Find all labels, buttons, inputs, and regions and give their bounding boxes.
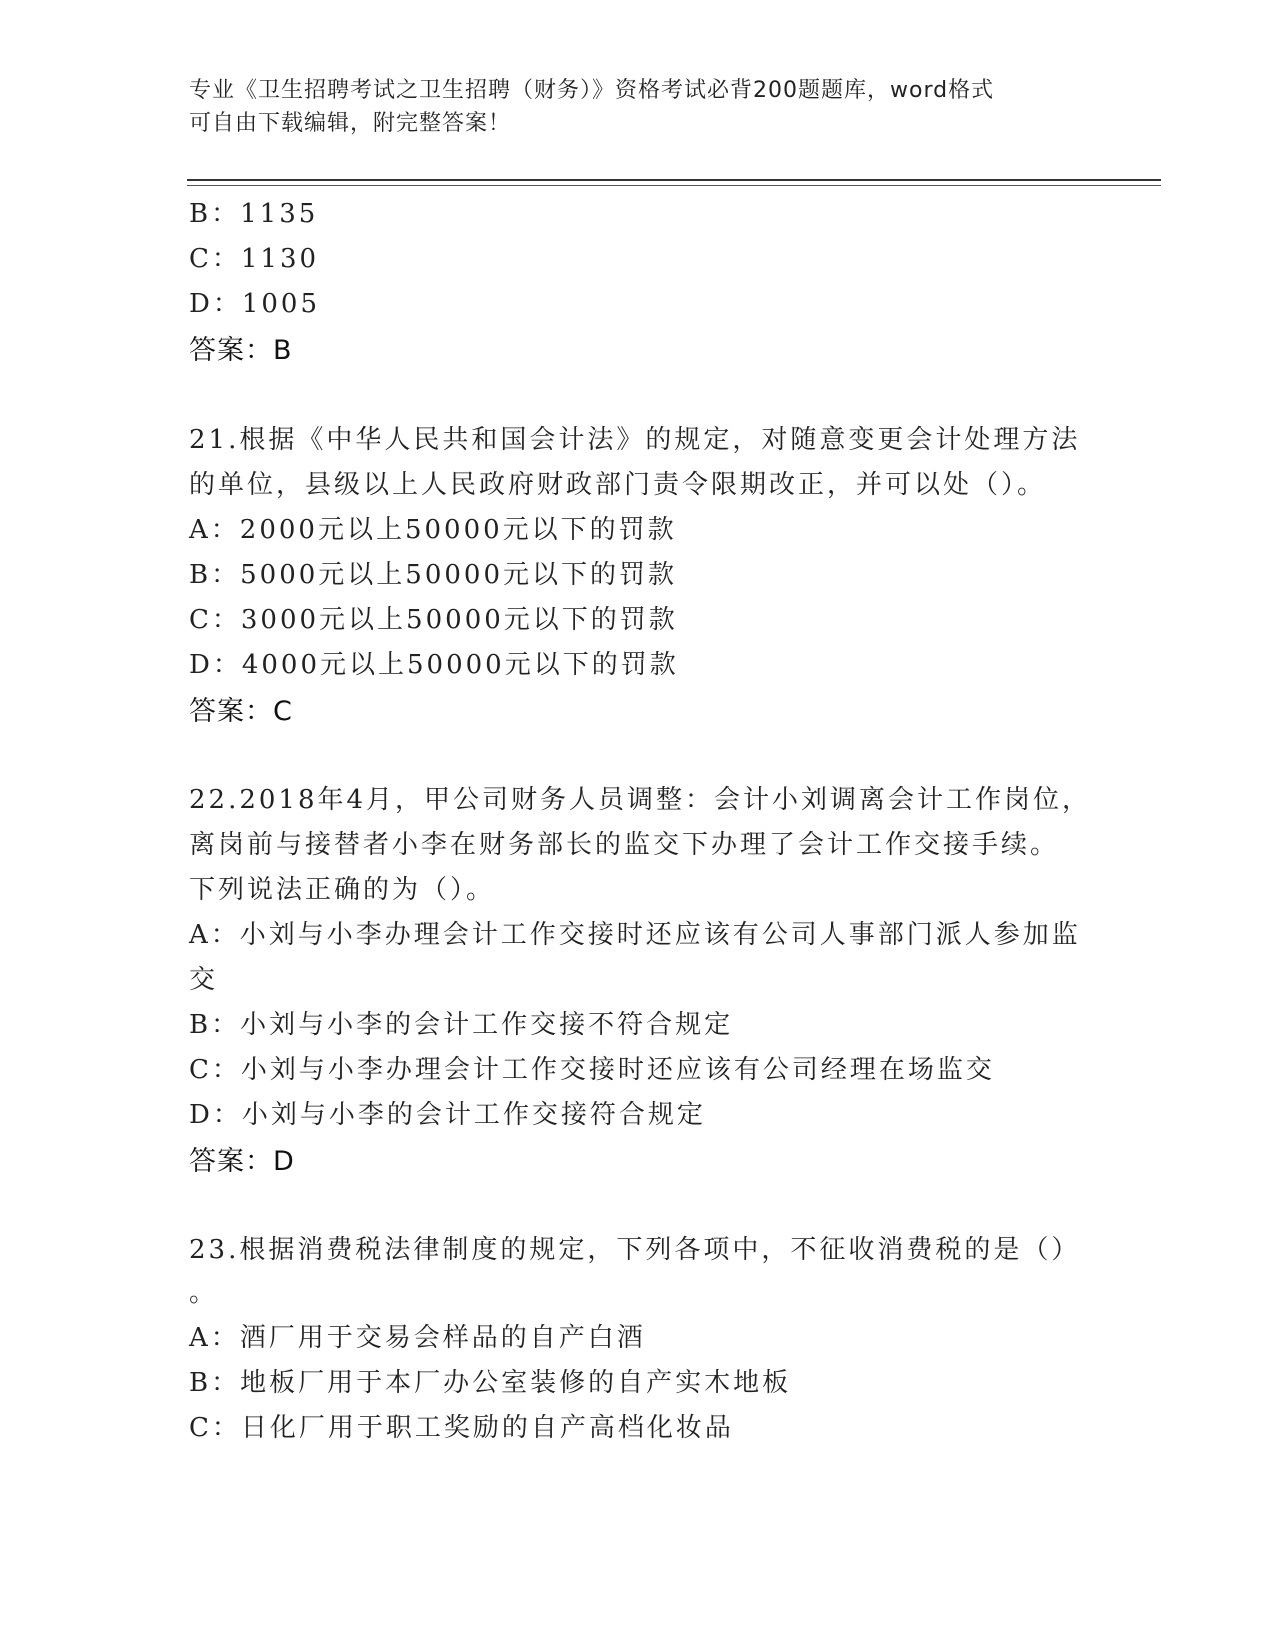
header-rule-thick (187, 179, 1161, 181)
header-line-2: 可自由下载编辑，附完整答案！ (189, 111, 512, 136)
q22-stem-line-2: 离岗前与接替者小李在财务部长的监交下办理了会计工作交接手续。 (189, 830, 1060, 860)
q23-option-a: A：酒厂用于交易会样品的自产白酒 (189, 1323, 646, 1353)
q21-stem-line-2: 的单位，县级以上人民政府财政部门责令限期改正，并可以处（）。 (189, 470, 1047, 500)
q21-option-a: A：2000元以上50000元以下的罚款 (189, 515, 677, 545)
q20-option-c: C：1130 (189, 244, 320, 274)
header-line-1: 专业《卫生招聘考试之卫生招聘（财务）》资格考试必背200题题库，word格式 (189, 78, 995, 103)
q22-option-a-line-1: A：小刘与小李办理会计工作交接时还应该有公司人事部门派人参加监 (189, 920, 1081, 950)
q22-option-c: C：小刘与小李办理会计工作交接时还应该有公司经理在场监交 (189, 1055, 995, 1085)
q22-stem-line-1: 22.2018年4月，甲公司财务人员调整：会计小刘调离会计工作岗位， (189, 785, 1092, 815)
q22-option-b: B：小刘与小李的会计工作交接不符合规定 (189, 1010, 734, 1040)
document-header (189, 74, 1069, 140)
q20-option-d: D：1005 (189, 289, 321, 319)
header-rule-thin (187, 185, 1161, 186)
q21-answer: 答案：C (189, 696, 293, 727)
q23-stem-line-1: 23.根据消费税法律制度的规定，下列各项中，不征收消费税的是（） (189, 1235, 1081, 1265)
q20-option-b: B：1135 (189, 199, 319, 229)
q21-stem-line-1: 21.根据《中华人民共和国会计法》的规定，对随意变更会计处理方法 (189, 425, 1081, 455)
q21-option-c: C：3000元以上50000元以下的罚款 (189, 605, 678, 635)
q22-answer: 答案：D (189, 1146, 295, 1177)
q22-stem-line-3: 下列说法正确的为（）。 (189, 875, 496, 905)
q23-option-c: C：日化厂用于职工奖励的自产高档化妆品 (189, 1413, 734, 1443)
q20-answer: 答案：B (189, 335, 293, 366)
q22-option-d: D：小刘与小李的会计工作交接符合规定 (189, 1100, 706, 1130)
q21-option-b: B：5000元以上50000元以下的罚款 (189, 560, 677, 590)
q21-option-d: D：4000元以上50000元以下的罚款 (189, 650, 679, 680)
q23-option-b: B：地板厂用于本厂办公室装修的自产实木地板 (189, 1368, 792, 1398)
q22-option-a-line-2: 交 (189, 965, 219, 995)
q23-stem-line-2: 。 (189, 1278, 219, 1308)
